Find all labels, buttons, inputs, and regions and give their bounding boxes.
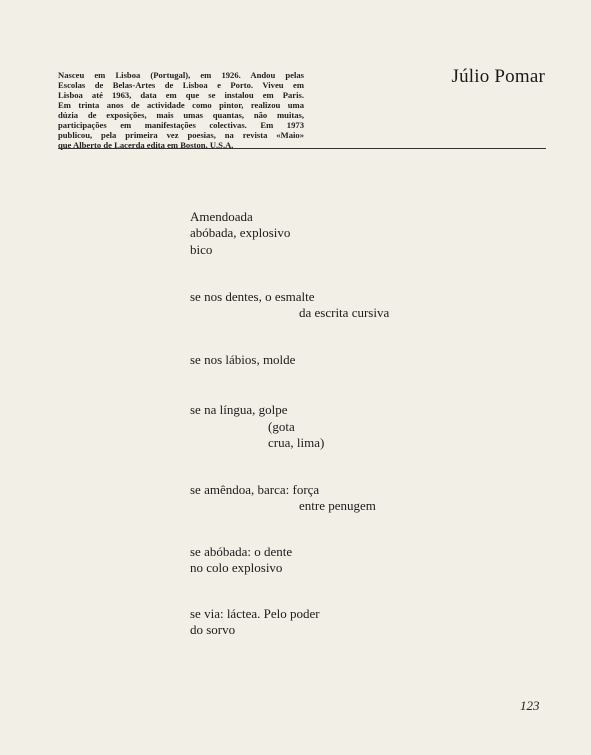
horizontal-rule [58, 148, 546, 149]
poem-line: Amendoada [190, 209, 253, 224]
author-name: Júlio Pomar [451, 66, 545, 87]
poem-line: abóbada, explosivo [190, 225, 291, 240]
show-through [360, 212, 430, 272]
bio-line: Em trinta anos de actividade como pintor, realizou uma [58, 100, 304, 110]
poem-line: se abóbada: o dente [190, 544, 293, 559]
poem-line: (gota [268, 419, 295, 434]
page-number: 123 [520, 698, 540, 713]
poem-line: se nos dentes, o esmalte [190, 289, 315, 304]
poem-line: entre penugem [299, 498, 376, 513]
poem-line: se amêndoa, barca: força [190, 482, 320, 497]
bio-line: Lisboa até 1963, data em que se instalou em Paris. [58, 90, 304, 100]
bio-line: Nasceu em Lisboa (Portugal), em 1926. Andou pelas [58, 70, 304, 80]
bio-line: Escolas de Belas-Artes de Lisboa e Porto. Viveu em [58, 80, 304, 90]
bio-line: publicou, pela primeira vez poesias, na revista «Maio» [58, 130, 304, 140]
poem-line: no colo explosivo [190, 560, 283, 575]
bio-line: dúzia de exposições, mais umas quantas, não muitas, [58, 110, 304, 120]
bio-line: participações em manifestações colectivas. Em 1973 [58, 120, 304, 130]
bio-line: que Alberto de Lacerda edita em Boston, U.S.A. [58, 140, 234, 150]
poem-line: da escrita cursiva [299, 305, 390, 320]
poem-line: crua, lima) [268, 435, 325, 450]
poem-line: bico [190, 242, 213, 257]
poem-line: se nos lábios, molde [190, 352, 296, 367]
poem-line: se na língua, golpe [190, 402, 288, 417]
poem-line: se via: láctea. Pelo poder [190, 606, 320, 621]
poem-line: do sorvo [190, 622, 236, 637]
author-biography [58, 70, 304, 150]
